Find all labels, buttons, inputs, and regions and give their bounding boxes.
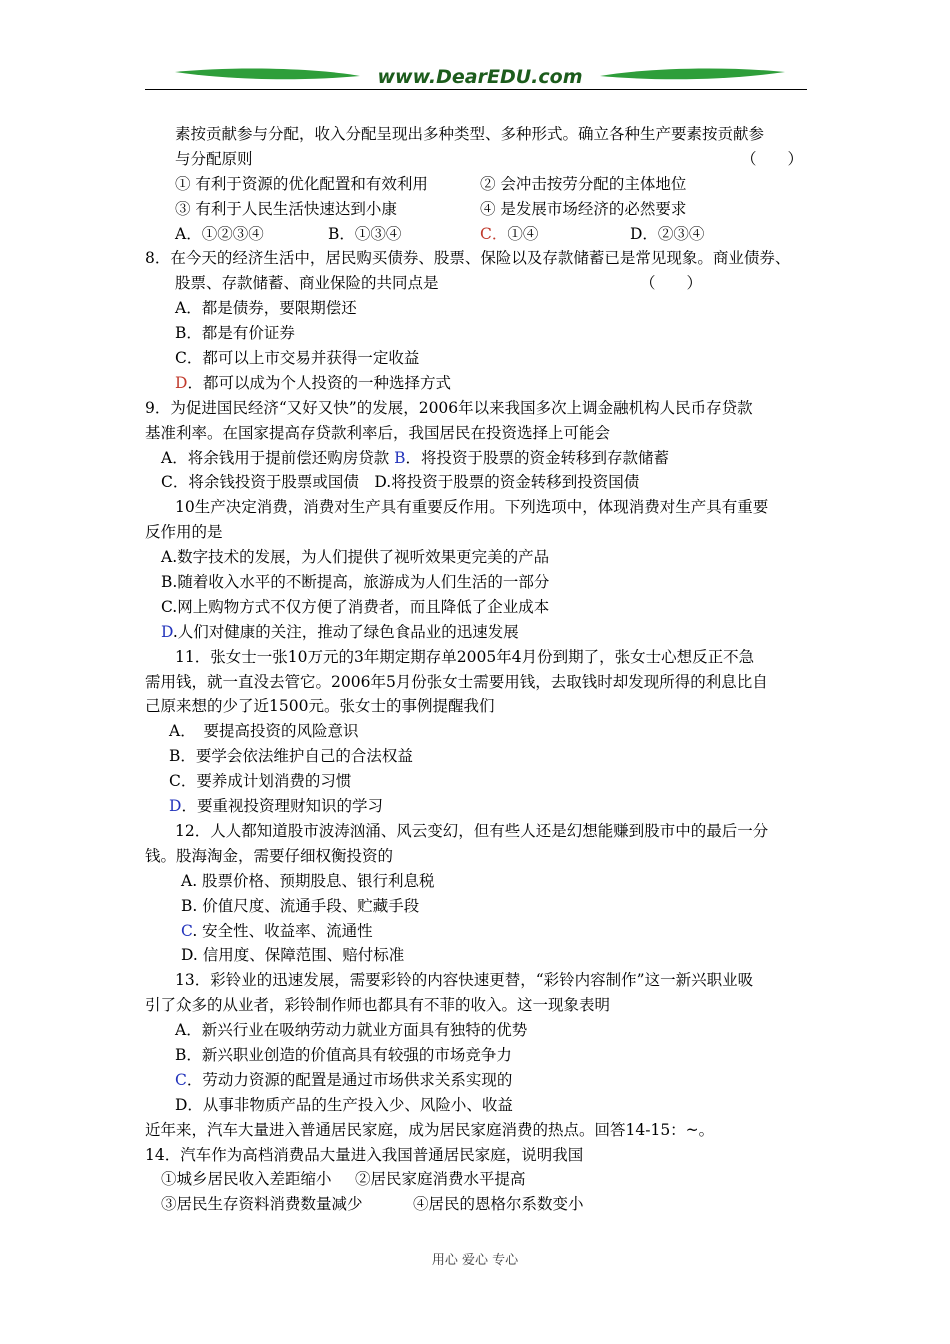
q12-option-b: B. 价值尺度、流通手段、贮藏手段	[181, 896, 420, 915]
q8-stem-line: 股票、存款储蓄、商业保险的共同点是 （ ）	[145, 271, 807, 296]
q12-option-d: D. 信用度、保障范围、赔付标准	[181, 946, 405, 965]
q13-option-a: A．新兴行业在吸纳劳动力就业方面具有独特的优势	[175, 1021, 528, 1040]
q13-option-d: D．从事非物质产品的生产投入少、风险小、收益	[175, 1095, 513, 1114]
q9-stem-line: 基准利率。在国家提高存贷款利率后，我国居民在投资选择上可能会	[145, 423, 611, 442]
q7-choices: A．①②③④ B．①③④ C．①④ D．②③④	[175, 224, 705, 243]
q11-stem-line: 己原来想的少了近1500元。张女士的事例提醒我们	[145, 697, 495, 716]
answer-paren: （ ）	[640, 274, 703, 293]
q11-option-b: B．要学会依法维护自己的合法权益	[169, 747, 413, 766]
q10-option-a: A.数字技术的发展，为人们提供了视听效果更完美的产品	[161, 548, 550, 567]
site-header-banner	[145, 62, 807, 92]
q7-stem-line: 素按贡献参与分配，收入分配呈现出多种类型、多种形式。确立各种生产要素按贡献参	[175, 125, 765, 143]
q12-option-c: C. 安全性、收益率、流通性	[181, 921, 373, 940]
q8-option-c: C．都可以上市交易并获得一定收益	[175, 349, 420, 368]
q10-stem-line: 10生产决定消费，消费对生产具有重要反作用。下列选项中，体现消费对生产具有重要	[175, 498, 769, 517]
q8-stem-line: 8．在今天的经济生活中，居民购买债券、股票、保险以及存款储蓄已是常见现象。商业债券、	[145, 249, 791, 268]
q13-option-b: B．新兴职业创造的价值高具有较强的市场竞争力	[175, 1045, 512, 1064]
q12-option-a: A. 股票价格、预期股息、银行利息税	[181, 871, 435, 890]
q9-options-row: C．将余钱投资于股票或国债 D.将投资于股票的资金转移到投资国债	[161, 473, 640, 492]
q14-options-row: ③居民生存资料消费数量减少 ④居民的恩格尔系数变小	[161, 1195, 584, 1214]
q11-option-a: A． 要提高投资的风险意识	[169, 722, 359, 741]
q11-option-d: D．要重视投资理财知识的学习	[169, 797, 383, 816]
q11-stem-line: 需用钱，就一直没去管它。2006年5月份张女士需要用钱，去取钱时却发现所得的利息比自	[145, 672, 768, 691]
q12-stem-line: 钱。股海淘金，需要仔细权衡投资的	[145, 846, 394, 865]
q13-option-c: C．劳动力资源的配置是通过市场供求关系实现的	[175, 1070, 513, 1089]
q11-stem-line: 11．张女士一张10万元的3年期定期存单2005年4月份到期了，张女士心想反正不急	[175, 647, 755, 666]
banner-swoosh-icon	[145, 62, 807, 92]
site-name: www.DearEDU.com	[377, 66, 583, 88]
answer-paren: （ ）	[740, 149, 803, 168]
q7-options-row: ③ 有利于人民生活快速达到小康 ④ 是发展市场经济的必然要求	[175, 199, 687, 218]
q10-option-c: C.网上购物方式不仅方便了消费者，而且降低了企业成本	[161, 597, 550, 616]
q10-option-d: D.人们对健康的关注，推动了绿色食品业的迅速发展	[161, 622, 519, 641]
q14-stem-line: 14．汽车作为高档消费品大量进入我国普通居民家庭，说明我国	[145, 1145, 584, 1164]
q7-options-row: ① 有利于资源的优化配置和有效利用 ② 会冲击按劳分配的主体地位	[175, 174, 687, 193]
q8-option-b: B．都是有价证券	[175, 324, 295, 343]
q8-option-d: D．都可以成为个人投资的一种选择方式	[175, 373, 451, 392]
q11-option-c: C．要养成计划消费的习惯	[169, 772, 352, 791]
q7-stem-line: 与分配原则 （ ）	[145, 147, 807, 172]
q10-option-b: B.随着收入水平的不断提高，旅游成为人们生活的一部分	[161, 573, 550, 592]
q14-intro: 近年来，汽车大量进入普通居民家庭，成为居民家庭消费的热点。回答14-15：~。	[145, 1120, 715, 1139]
header-rule	[145, 89, 807, 90]
page-footer: 用心 爱心 专心	[431, 1253, 519, 1268]
document-body	[145, 122, 807, 1217]
q12-stem-line: 12．人人都知道股市波涛汹涌、风云变幻，但有些人还是幻想能赚到股市中的最后一分	[175, 821, 769, 840]
q14-options-row: ①城乡居民收入差距缩小 ②居民家庭消费水平提高	[161, 1170, 526, 1189]
q8-option-a: A．都是债券，要限期偿还	[175, 299, 357, 318]
q9-options-row: A．将余钱用于提前偿还购房贷款 B．将投资于股票的资金转移到存款储蓄	[161, 448, 670, 467]
q13-stem-line: 引了众多的从业者，彩铃制作师也都具有不菲的收入。这一现象表明	[145, 996, 611, 1015]
q9-stem-line: 9．为促进国民经济“又好又快”的发展，2006年以来我国多次上调金融机构人民币存贷款	[145, 398, 753, 417]
q10-stem-line: 反作用的是	[145, 523, 223, 542]
q13-stem-line: 13．彩铃业的迅速发展，需要彩铃的内容快速更替，“彩铃内容制作”这一新兴职业吸	[175, 971, 754, 990]
